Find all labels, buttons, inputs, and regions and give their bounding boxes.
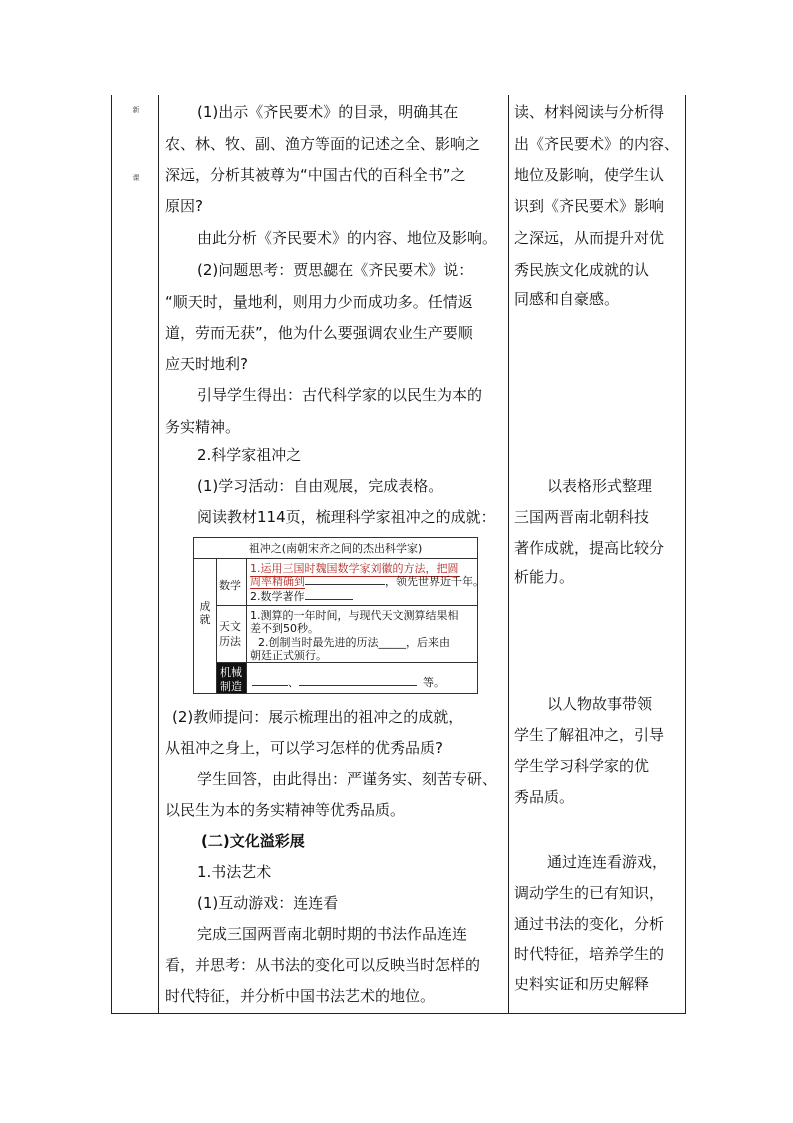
astro-line4: 朝廷正式颁行。 xyxy=(250,649,327,662)
section-culture: (二)文化溢彩展 xyxy=(201,832,305,850)
para10-line1: 完成三国两晋南北朝时期的书法作品连连 xyxy=(197,925,468,943)
para2: 由此分析《齐民要术》的内容、地位及影响。 xyxy=(197,229,498,247)
zuchongzhi-achievement-table xyxy=(193,537,484,694)
para9: (1)互动游戏：连连看 xyxy=(197,894,339,912)
astro-label-1: 天文 xyxy=(219,620,241,633)
design-block1-line4: 识到《齐民要术》影响 xyxy=(514,197,665,215)
design-block3-line1: 以人物故事带领 xyxy=(547,695,653,713)
design-block2-line4: 析能力。 xyxy=(514,568,575,586)
para1-line4: 原因? xyxy=(165,197,203,215)
math-line3: 2.数学著作 xyxy=(250,590,305,603)
design-block1-line1: 读、材料阅读与分析得 xyxy=(514,103,665,121)
design-block4-line1: 通过连连看游戏， xyxy=(547,853,668,871)
para8-line2: 以民生为本的务实精神等优秀品质。 xyxy=(165,801,406,819)
mini-row-header: 成就 xyxy=(199,600,211,626)
design-block1-line7: 同感和自豪感。 xyxy=(514,290,620,308)
math-line2b: ，领先世界近千年。 xyxy=(385,575,484,588)
column-divider-2 xyxy=(508,95,509,1013)
design-block1-line5: 之深远，从而提升对优 xyxy=(514,229,665,247)
para1-line2: 农、林、牧、副、渔方等面的记述之全、影响之 xyxy=(165,135,481,153)
para8-line1: 学生回答，由此得出：严谨务实、刻苦专研、 xyxy=(197,770,498,788)
design-block1-line6: 秀民族文化成就的认 xyxy=(514,261,650,279)
para3-line2: “顺天时，量地利，则用力少而成功多。任情返 xyxy=(165,293,473,311)
math-line1: 1.运用三国时魏国数学家刘徽的方法，把圆 xyxy=(250,562,459,575)
heading-zuchongzhi: 2.科学家祖冲之 xyxy=(197,446,302,464)
astro-line1: 1.测算的一年时间，与现代天文测算结果相 xyxy=(250,609,459,622)
mini-table-title: 祖冲之(南朝宋齐之间的杰出科学家) xyxy=(248,542,423,555)
para7-line1: (2)教师提问：展示梳理出的祖冲之的成就， xyxy=(172,708,464,726)
math-line2a: 周率精确到 xyxy=(250,575,305,588)
astro-label-2: 历法 xyxy=(219,635,241,648)
design-block3-line2: 学生了解祖冲之，引导 xyxy=(514,726,665,744)
design-block2-line1: 以表格形式整理 xyxy=(547,477,653,495)
design-block3-line4: 秀品质。 xyxy=(514,788,575,806)
para3-line3: 道，劳而无获”，他为什么要强调农业生产要顺 xyxy=(165,324,473,342)
para5: (1)学习活动：自由观展，完成表格。 xyxy=(197,477,444,495)
para3-line4: 应天时地利? xyxy=(165,355,248,373)
design-block4-line3: 通过书法的变化，分析 xyxy=(514,915,665,933)
design-block4-line4: 时代特征，培养学生的 xyxy=(514,945,665,963)
design-block2-line3: 著作成就，提高比较分 xyxy=(514,539,665,557)
design-block4-line2: 调动学生的已有知识， xyxy=(514,884,665,902)
para1-line1: (1)出示《齐民要术》的目录，明确其在 xyxy=(197,103,459,121)
math-label: 数学 xyxy=(219,579,241,592)
para6: 阅读教材114页，梳理科学家祖冲之的成就： xyxy=(197,508,496,526)
para3-line1: (2)问题思考：贾思勰在《齐民要术》说： xyxy=(197,261,474,279)
para7-line2: 从祖冲之身上，可以学习怎样的优秀品质? xyxy=(165,739,443,757)
astro-line3: 2.创制当时最先进的历法_____，后来由 xyxy=(258,636,450,649)
design-block1-line3: 地位及影响，使学生认 xyxy=(514,166,665,184)
column-divider-1 xyxy=(158,95,159,1013)
math-blank xyxy=(305,574,385,585)
para4-line2: 务实精神。 xyxy=(165,418,241,436)
mech-separator: 、 xyxy=(288,676,299,689)
para10-line2: 看，并思考：从书法的变化可以反映当时怎样的 xyxy=(165,956,481,974)
para4-line1: 引导学生得出：古代科学家的以民生为本的 xyxy=(197,386,483,404)
design-block4-line5: 史料实证和历史解释 xyxy=(514,975,650,993)
design-block1-line2: 出《齐民要术》的内容、 xyxy=(514,135,680,153)
design-block2-line2: 三国两晋南北朝科技 xyxy=(514,508,650,526)
astro-line2: 差不到50秒。 xyxy=(250,622,319,635)
mech-label-2: 制造 xyxy=(220,680,242,693)
mech-end: 等。 xyxy=(423,676,445,689)
heading-calligraphy: 1.书法艺术 xyxy=(197,863,272,881)
section-label-char-1: 新 xyxy=(132,106,140,114)
para10-line3: 时代特征，并分析中国书法艺术的地位。 xyxy=(165,987,436,1005)
para1-line3: 深远，分析其被尊为“中国古代的百科全书”之 xyxy=(165,166,466,184)
section-label-char-2: 课 xyxy=(132,174,140,182)
design-block3-line3: 学生学习科学家的优 xyxy=(514,757,650,775)
mech-label-cell xyxy=(217,663,246,693)
mech-label-1: 机械 xyxy=(220,666,242,679)
math-work-blank xyxy=(305,589,353,600)
